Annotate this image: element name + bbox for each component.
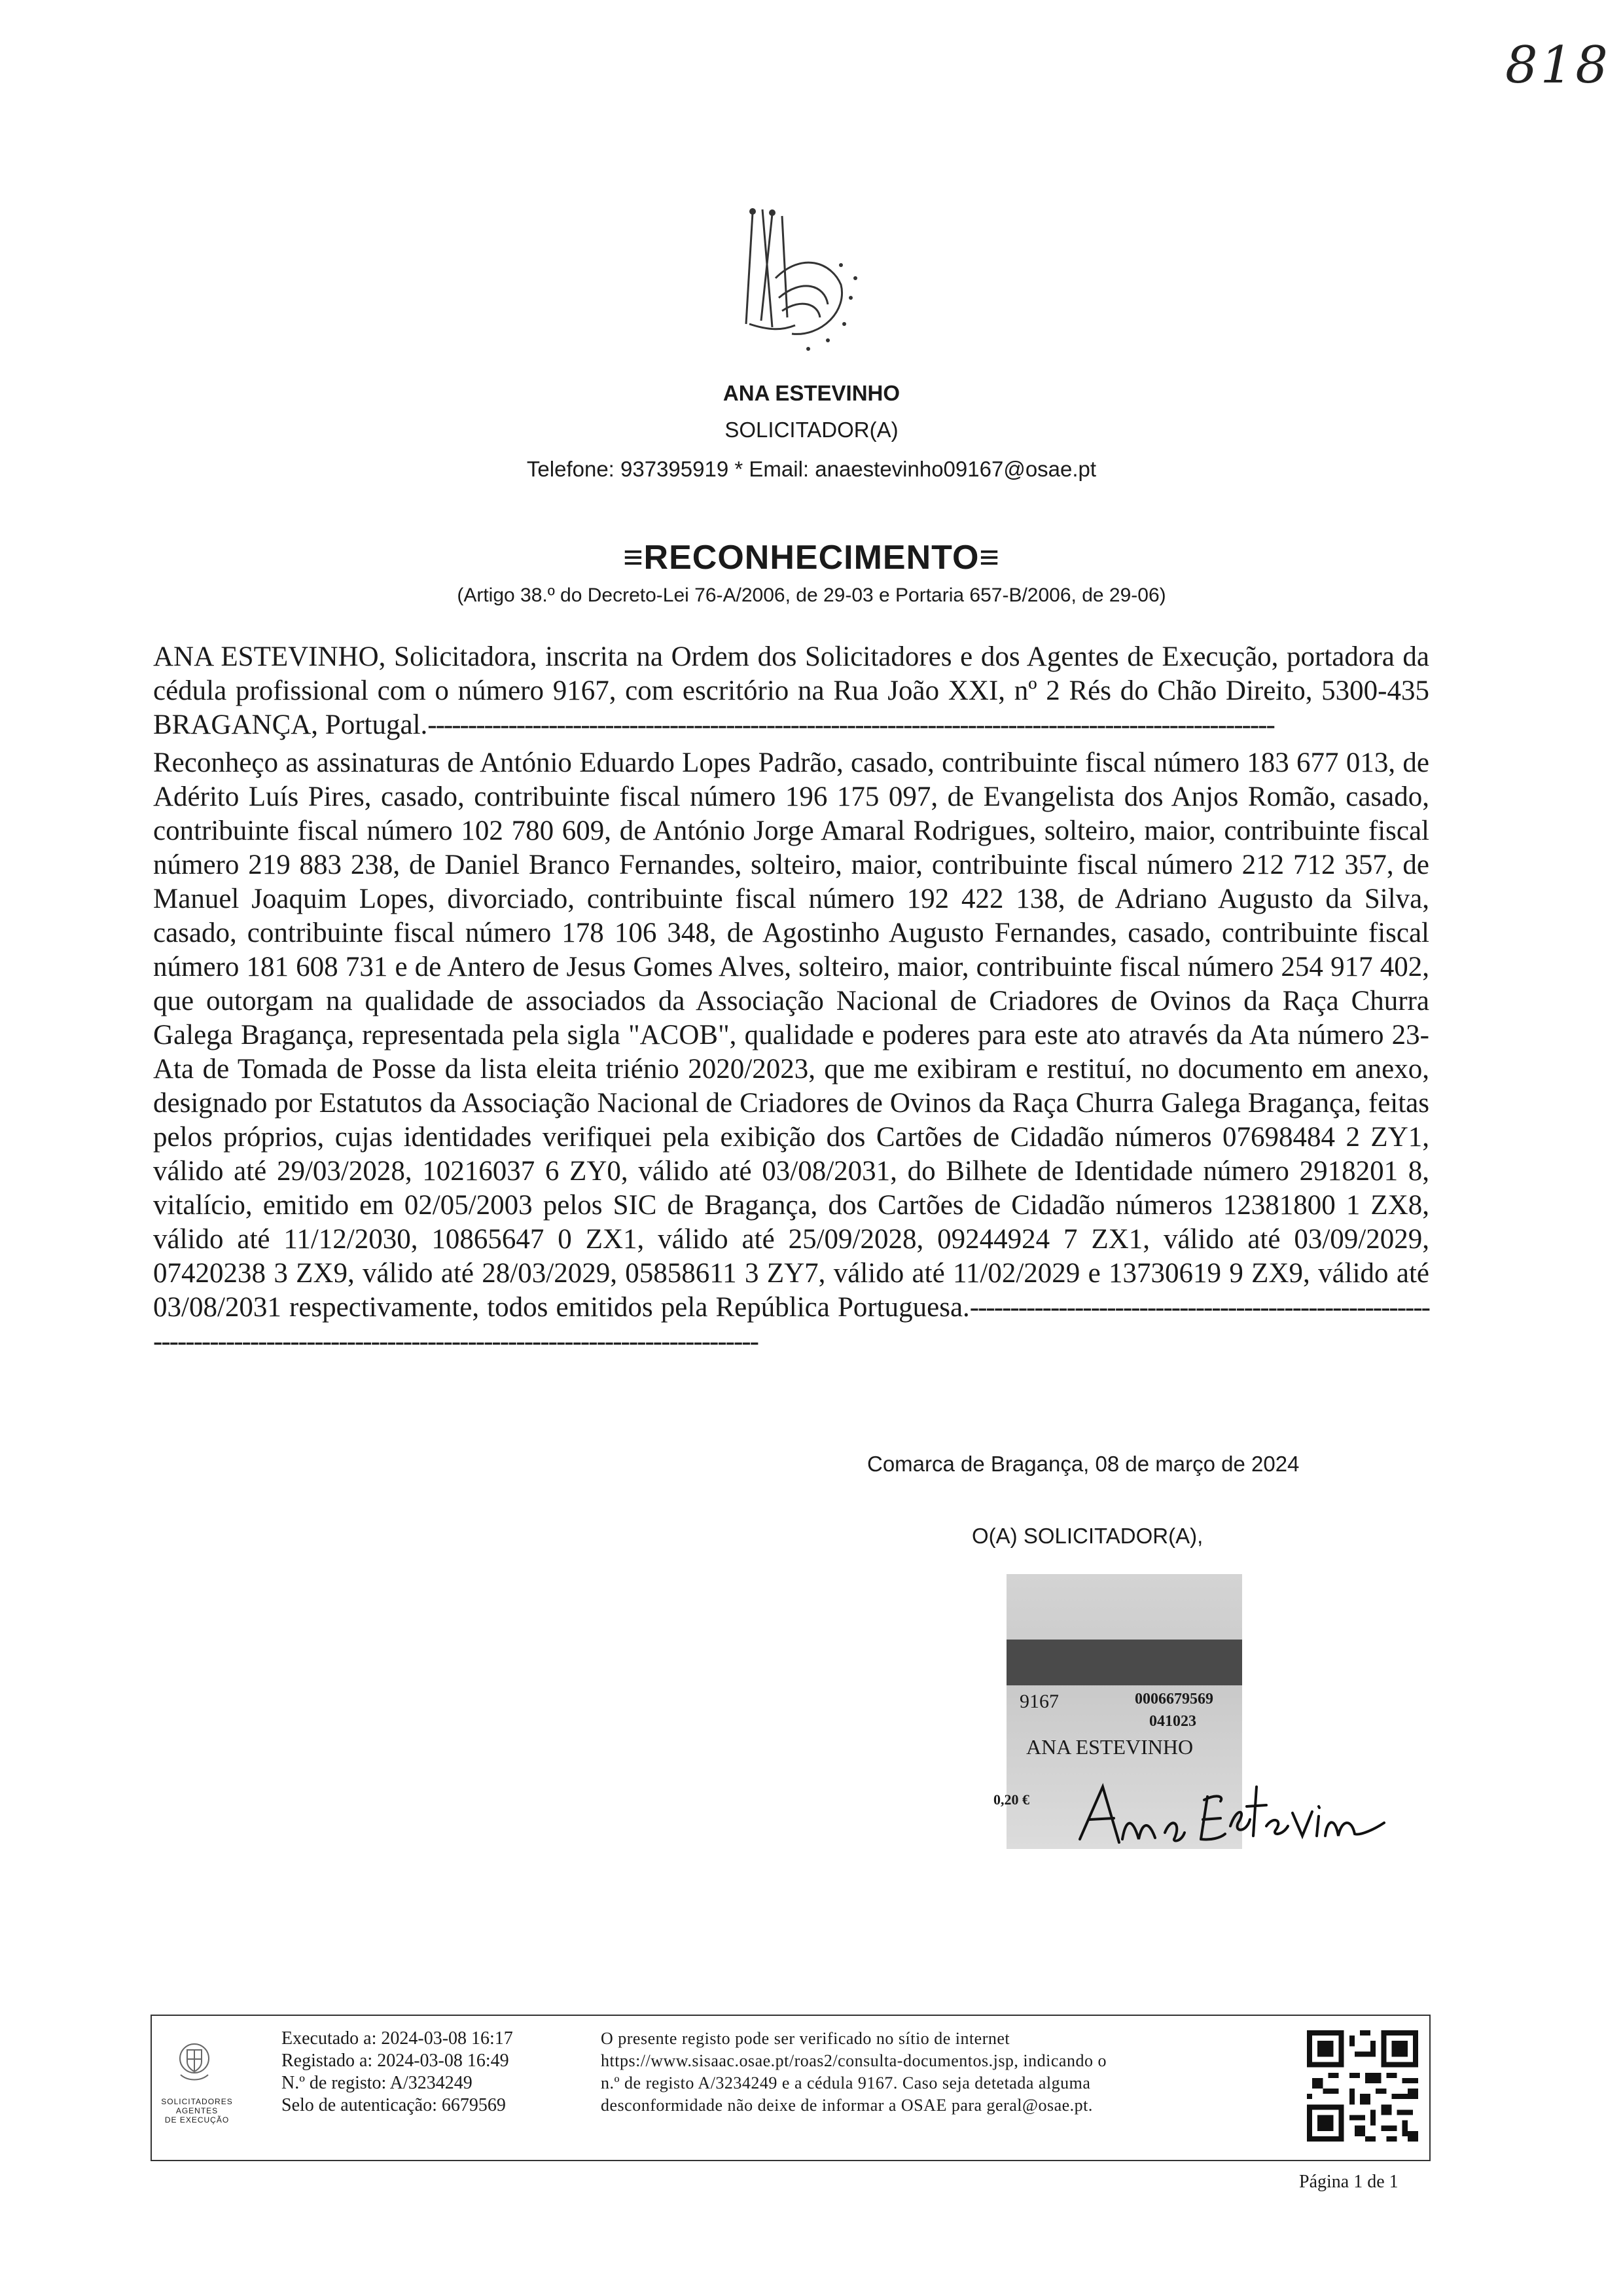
seal-price: 0,20 € bbox=[993, 1791, 1029, 1808]
document-title: ≡RECONHECIMENTO≡ bbox=[623, 539, 1000, 577]
page-indicator: Página 1 de 1 bbox=[1299, 2172, 1399, 2192]
solicitor-logo-icon bbox=[710, 200, 880, 363]
signature-recognition-paragraph bbox=[153, 746, 1429, 1359]
seal-dark-band bbox=[1007, 1640, 1242, 1685]
org-line: DE EXECUÇÃO bbox=[164, 2115, 230, 2125]
signer-title: O(A) SOLICITADOR(A), bbox=[972, 1524, 1204, 1548]
registration-footer bbox=[151, 2015, 1431, 2161]
footer-org-name bbox=[154, 2097, 240, 2125]
verification-notice: https://www.sisaac.osae.pt/roas2/consulta-documentos.jsp, indicando o bbox=[601, 2051, 1107, 2070]
filler-dashes: ------------------------------------------------------------------------------------------------------------------------------------ bbox=[153, 1292, 1429, 1357]
seal-name: ANA ESTEVINHO bbox=[1026, 1735, 1194, 1759]
seal-cedula-number: 9167 bbox=[1020, 1691, 1059, 1712]
paragraph-text: ANA ESTEVINHO, Solicitadora, inscrita na Ordem dos Solicitadores e dos Agentes de Execução, portadora da cédula profissional com o número 9167, com escritório na Rua João XXI, nº 2 Rés do Chão Direito, 5300-435 BRAGANÇA, Portugal. bbox=[153, 641, 1429, 740]
org-line: AGENTES bbox=[175, 2106, 219, 2115]
authentication-seal-number: Selo de autenticação: 6679569 bbox=[281, 2095, 506, 2115]
executed-at: Executado a: 2024-03-08 16:17 bbox=[281, 2028, 513, 2049]
qr-code-icon bbox=[1307, 2030, 1418, 2142]
filler-dashes: --------------------------------------------------------------------------------------------------------- bbox=[427, 709, 1274, 740]
org-line: SOLICITADORES bbox=[161, 2097, 233, 2106]
solicitor-identification-paragraph bbox=[153, 640, 1429, 742]
registration-number: N.º de registo: A/3234249 bbox=[281, 2073, 473, 2093]
handwritten-page-number: 818 bbox=[1505, 36, 1611, 95]
handwritten-signature bbox=[1067, 1761, 1394, 1859]
seal-code: 0006679569 bbox=[1135, 1691, 1213, 1708]
solicitor-name: ANA ESTEVINHO bbox=[722, 381, 901, 405]
paragraph-text: Reconheço as assinaturas de António Eduardo Lopes Padrão, casado, contribuinte fiscal número 183 677 013, de Adérito Luís Pires, casado, contribuinte fiscal número 196 175 097, de Evangelista dos Anjos Romão, casado, contribuinte fiscal número 102 780 609, de António Jorge Amaral Rodrigues, solteiro, maior, contribuinte fiscal número 219 883 238, de Daniel Branco Fernandes, solteiro, maior, contribuinte fiscal número 212 712 357, de Manuel Joaquim Lopes, divorciado, contribuinte fiscal número 192 422 138, de Adriano Augusto da Silva, casado, contribuinte fiscal número 178 106 348, de Agostinho Augusto Fernandes, casado, contribuinte fiscal número 181 608 731 e de Antero de Jesus Gomes Alves, solteiro, maior, contribuinte fiscal número 254 917 402, que outorgam na qualidade de associados da Associação Nacional de Criadores de Ovinos da Raça Churra Galega Bragança, representada pela sigla "ACOB", qualidade e poderes para este ato através da Ata número 23- Ata de Tomada de Posse da lista eleita triénio 2020/2023, que me exibiram e restituí, no documento em anexo, designado por Estatutos da Associação Nacional de Criadores de Ovinos da Raça Churra Galega Bragança, feitas pelos próprios, cujas identidades verifiquei pela exibição dos Cartões de Cidadão números 07698484 2 ZY1, válido até 29/03/2028, 10216037 6 ZY0, válido até 03/08/2031, do Bilhete de Identidade número 2918201 8, vitalício, emitido em 02/05/2003 pelos SIC de Bragança, dos Cartões de Cidadão números 12381800 1 ZX8, válido até 11/12/2030, 10865647 0 ZX1, válido até 25/09/2028, 09244924 7 ZX1, válido até 03/09/2029, 07420238 3 ZX9, válido até 28/03/2029, 05858611 3 ZY7, válido até 11/02/2029 e 13730619 9 ZX9, válido até 03/08/2031 respectivamente, todos emitidos pela República Portuguesa. bbox=[153, 747, 1429, 1323]
contact-line: Telefone: 937395919 * Email: anaestevinho09167@osae.pt bbox=[526, 457, 1097, 481]
verification-notice: O presente registo pode ser verificado no sítio de internet bbox=[601, 2029, 1010, 2048]
seal-date-code: 041023 bbox=[1149, 1713, 1196, 1730]
verification-notice: desconformidade não deixe de informar a OSAE para geral@osae.pt. bbox=[601, 2096, 1093, 2115]
solicitor-role: SOLICITADOR(A) bbox=[724, 418, 899, 442]
place-and-date: Comarca de Bragança, 08 de março de 2024 bbox=[867, 1452, 1300, 1476]
document-subtitle: (Artigo 38.º do Decreto-Lei 76-A/2006, de 29-03 e Portaria 657-B/2006, de 29-06) bbox=[457, 584, 1166, 606]
coat-of-arms-icon bbox=[171, 2036, 217, 2088]
registered-at: Registado a: 2024-03-08 16:49 bbox=[281, 2051, 509, 2071]
verification-notice: n.º de registo A/3234249 e a cédula 9167. Caso seja detetada alguma bbox=[601, 2073, 1091, 2092]
